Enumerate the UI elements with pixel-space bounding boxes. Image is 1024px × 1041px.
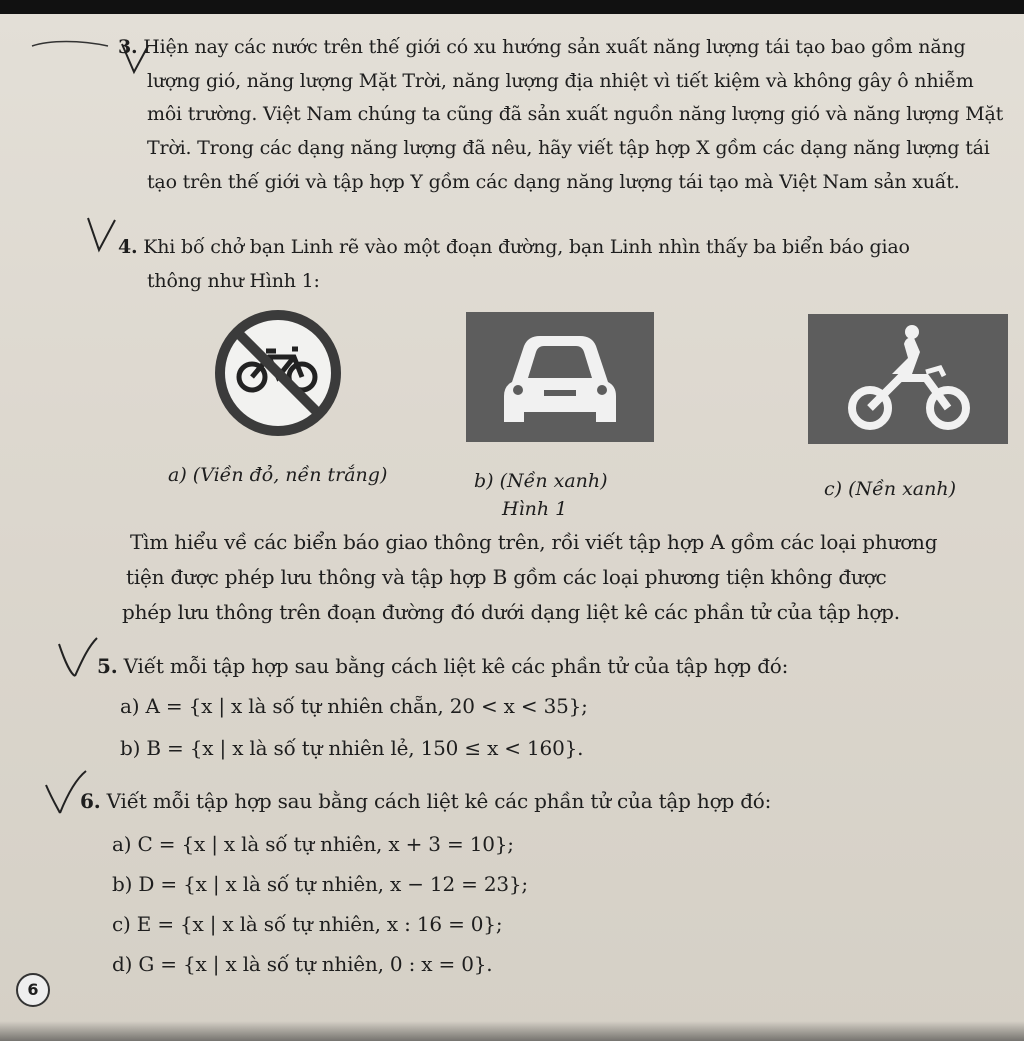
exercise-4-task-line-2: tiện được phép lưu thông và tập hợp B gồm các loại phương tiện không được <box>126 565 887 589</box>
exercise-6-item-a: a) C = {x | x là số tự nhiên, x + 3 = 10}; <box>112 832 514 856</box>
page-bottom-shadow <box>0 1021 1024 1041</box>
car-only-sign-icon <box>466 312 654 442</box>
exercise-5-intro: 5. Viết mỗi tập hợp sau bằng cách liệt kê các phần tử của tập hợp đó: <box>97 654 789 678</box>
exercise-3-line-2: lượng gió, năng lượng Mặt Trời, năng lượng địa nhiệt vì tiết kiệm và không gây ô nhiễm <box>147 70 974 92</box>
caption-sign-a: a) (Viền đỏ, nền trắng) <box>168 464 388 486</box>
motorcycle-only-sign-icon <box>808 314 1008 444</box>
exercise-6-item-b: b) D = {x | x là số tự nhiên, x − 12 = 23}; <box>112 872 528 896</box>
figure-label: Hình 1 <box>502 498 568 520</box>
exercise-4-line-1: 4. Khi bố chở bạn Linh rẽ vào một đoạn đường, bạn Linh nhìn thấy ba biển báo giao <box>118 236 910 258</box>
exercise-4-task-line-1: Tìm hiểu về các biển báo giao thông trên, rồi viết tập hợp A gồm các loại phương <box>130 530 938 554</box>
exercise-5-item-a: a) A = {x | x là số tự nhiên chẵn, 20 < x < 35}; <box>120 694 588 718</box>
exercise-3-line-4: Trời. Trong các dạng năng lượng đã nêu, hãy viết tập hợp X gồm các dạng năng lượng tái <box>147 137 990 159</box>
textbook-page <box>0 14 1024 1041</box>
exercise-4-line-2: thông như Hình 1: <box>147 270 320 292</box>
caption-sign-b: b) (Nền xanh) <box>474 470 608 492</box>
caption-sign-c: c) (Nền xanh) <box>824 478 957 500</box>
top-dark-edge <box>0 0 1024 14</box>
exercise-3-line-3: môi trường. Việt Nam chúng ta cũng đã sản xuất nguồn năng lượng gió và năng lượng Mặt <box>147 103 1004 125</box>
exercise-4-task-line-3: phép lưu thông trên đoạn đường đó dưới dạng liệt kê các phần tử của tập hợp. <box>122 600 900 624</box>
exercise-6-intro: 6. Viết mỗi tập hợp sau bằng cách liệt kê các phần tử của tập hợp đó: <box>80 789 772 813</box>
exercise-6-item-d: d) G = {x | x là số tự nhiên, 0 : x = 0}. <box>112 952 493 976</box>
page-number-badge: 6 <box>16 973 50 1007</box>
exercise-3-line-5: tạo trên thế giới và tập hợp Y gồm các dạng năng lượng tái tạo mà Việt Nam sản xuất. <box>147 171 960 193</box>
exercise-5-item-b: b) B = {x | x là số tự nhiên lẻ, 150 ≤ x < 160}. <box>120 736 584 760</box>
no-bicycle-sign-icon <box>214 309 342 437</box>
exercise-3-line-1: 3. Hiện nay các nước trên thế giới có xu hướng sản xuất năng lượng tái tạo bao gồm năng <box>118 36 966 58</box>
exercise-6-item-c: c) E = {x | x là số tự nhiên, x : 16 = 0}; <box>112 912 503 936</box>
handwritten-check-mark-5 <box>55 634 101 680</box>
